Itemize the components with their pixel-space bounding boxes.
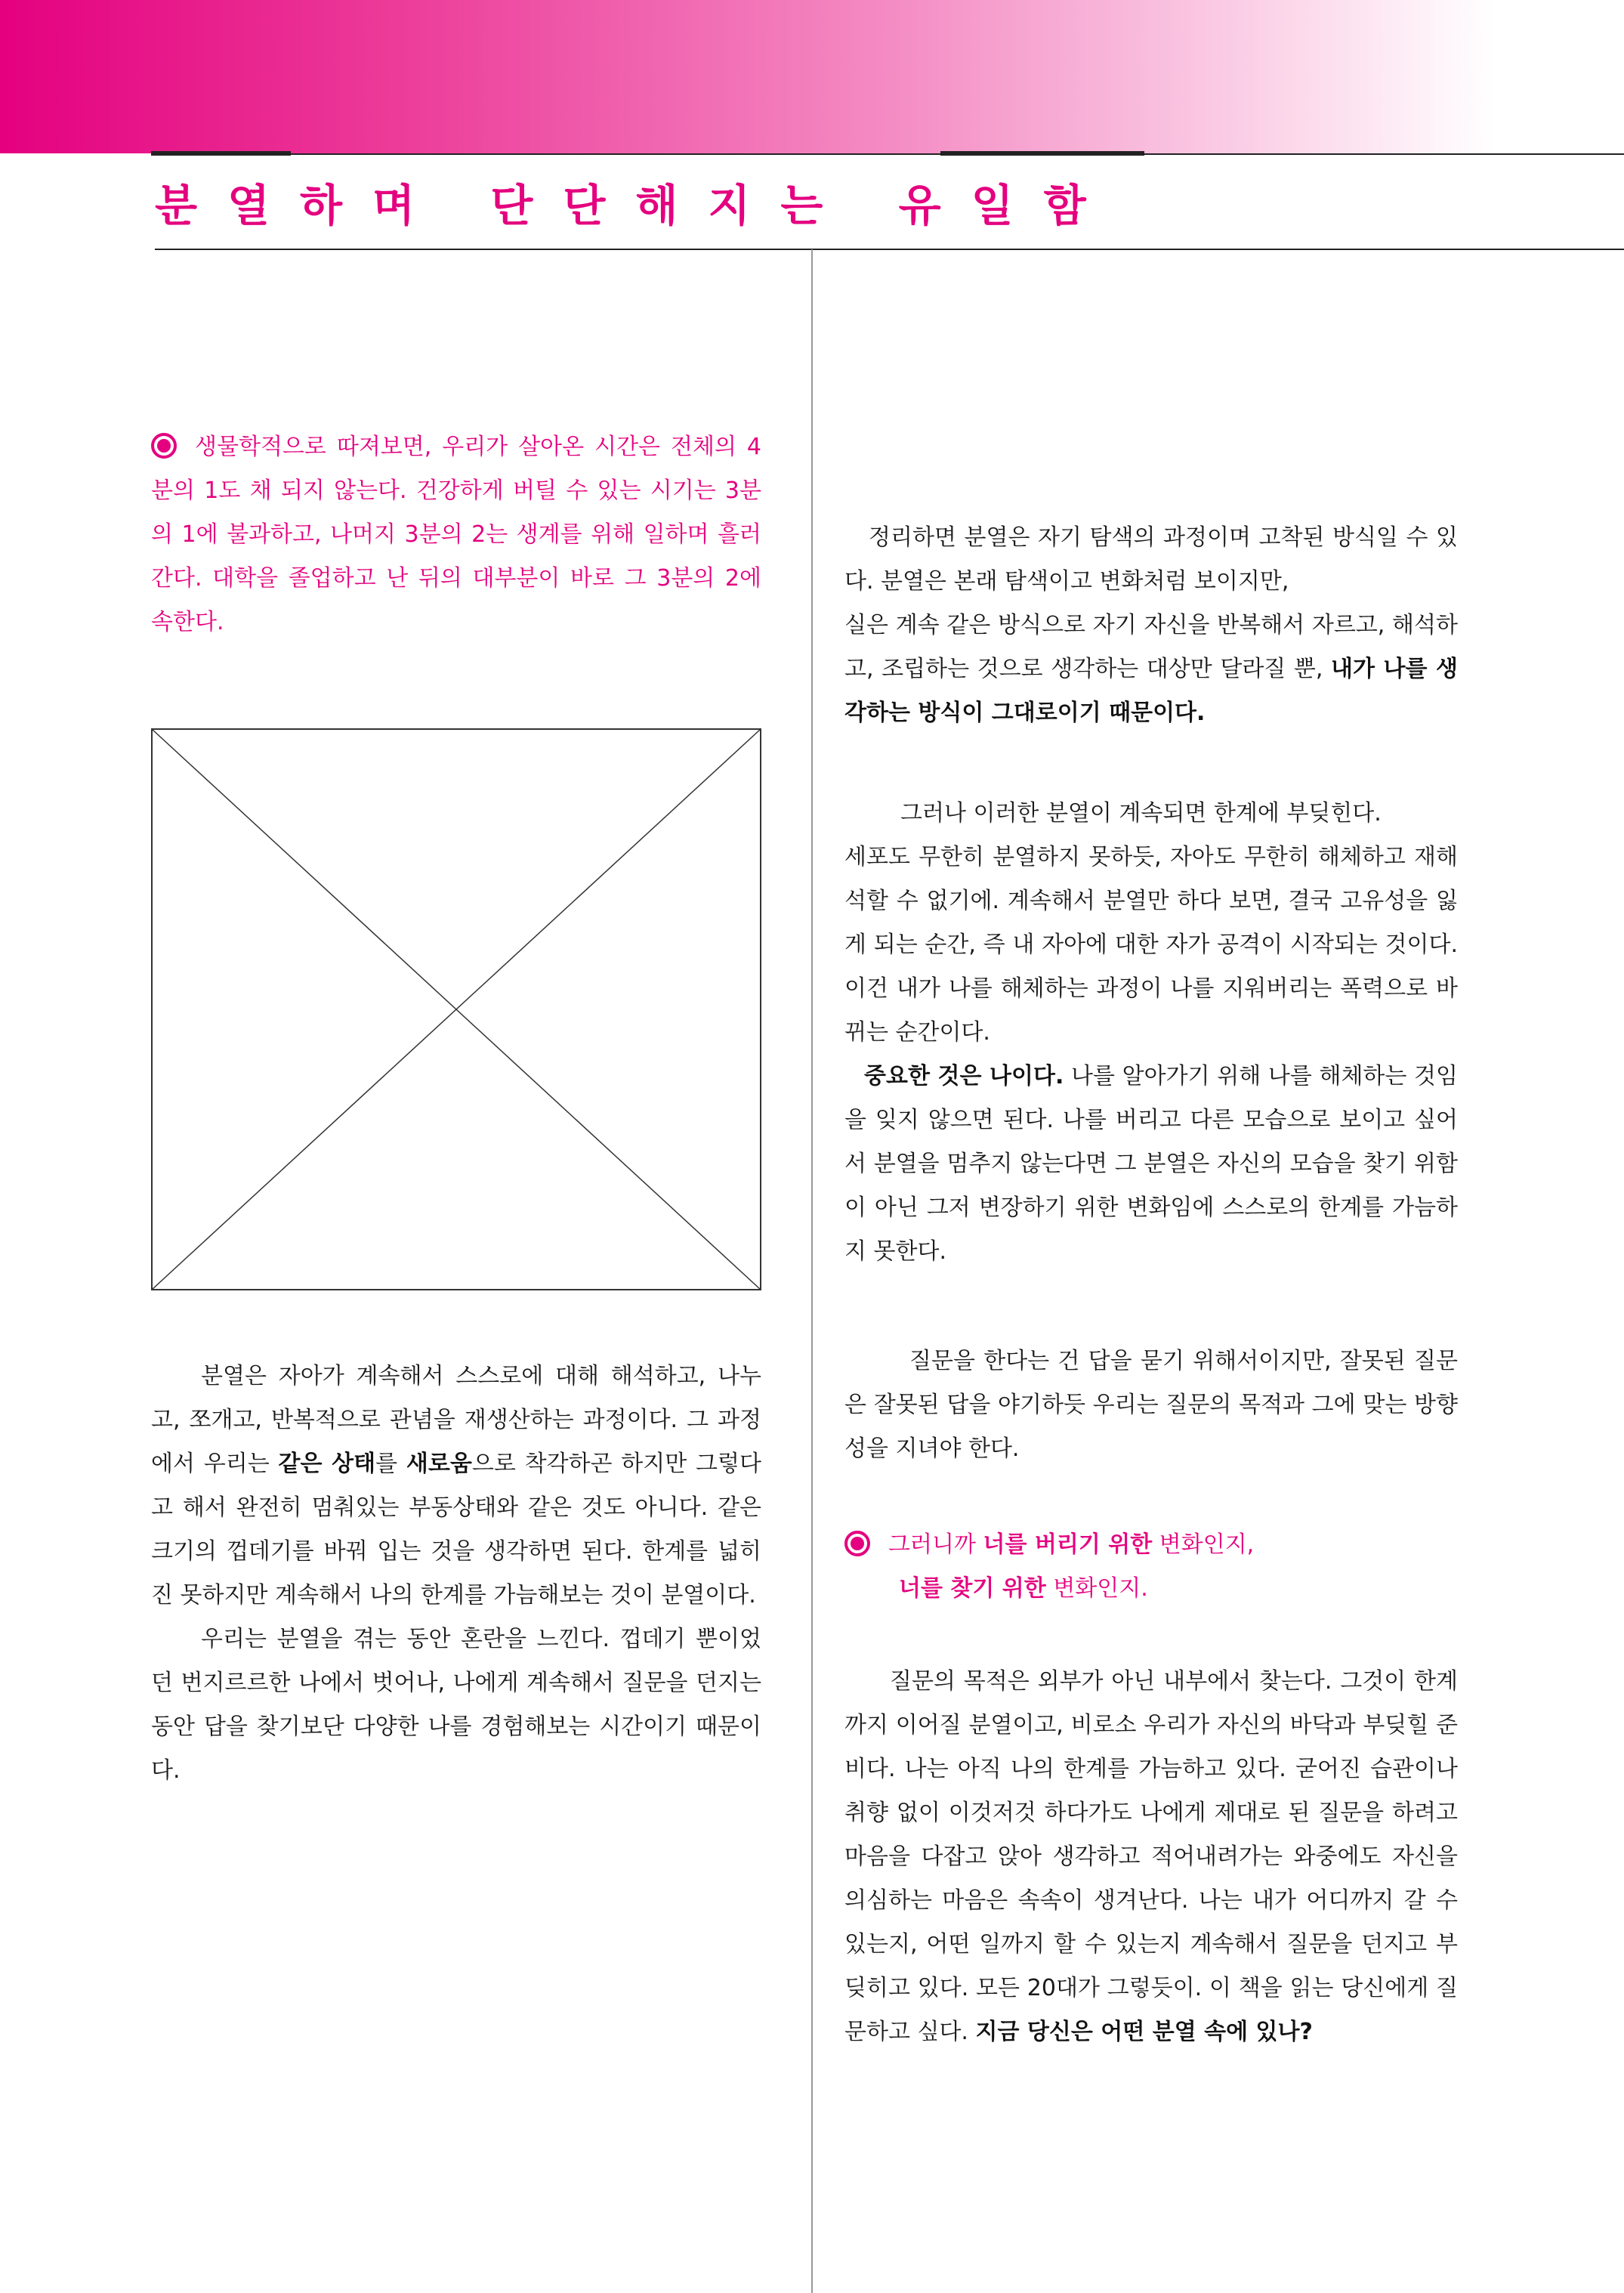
question-text-a: 그러니까 <box>888 1531 983 1558</box>
intro-text: 생물학적으로 따져보면, 우리가 살아온 시간은 전체의 4분의 1도 채 되지 않는다. 건강하게 버틸 수 있는 시기는 3분의 1에 불과하고, 나머지 3분의 2는 생계를 위해 일하며 흘러간다. 대학을 졸업하고 난 뒤의 대부분이 바로 그 3분의 2에 속한다. <box>151 434 761 635</box>
right-block-3 <box>844 1340 1458 1471</box>
question-line-2 <box>844 1567 1458 1611</box>
left-p1-text-a: 분열은 자아가 계속해서 스스로에 대해 해석하고, 나누고, 쪼개고, 반복적으로 관념을 재생산하는 과정이다. 그 과정에서 우리는 <box>151 1363 761 1477</box>
header-gradient-band <box>0 0 1624 153</box>
right-p1-text-b: 실은 계속 같은 방식으로 자기 자신을 반복해서 자르고, 해석하고, 조립하는 것으로 생각하는 대상만 달라질 뿐, <box>844 612 1458 682</box>
right-p2-text-b: 세포도 무한히 분열하지 못하듯, 자아도 무한히 해체하고 재해석할 수 없기에. 계속해서 분열만 하다 보면, 결국 고유성을 잃게 되는 순간, 즉 내 자아에 대한 자가 공격이 시작되는 것이다. 이건 내가 나를 해체하는 과정이 나를 지워버리는 폭력으로 바뀌는 순간이다. <box>844 844 1458 1046</box>
right-paragraph-2b <box>844 836 1458 1055</box>
header-tab-left <box>151 151 291 156</box>
left-p2-text: 우리는 분열을 겪는 동안 혼란을 느낀다. 껍데기 뿐이었던 번지르르한 나에서 벗어나, 나에게 계속해서 질문을 던지는 동안 답을 찾기보단 다양한 나를 경험해보는 시간이기 때문이다. <box>151 1626 761 1784</box>
right-paragraph-4 <box>844 1340 1458 1471</box>
page-title: 분열하며 단단해지는 유일함 <box>155 180 1116 231</box>
bullet-circle-icon <box>844 1531 870 1556</box>
right-p4-text: 질문을 한다는 건 답을 묻기 위해서이지만, 잘못된 질문은 잘못된 답을 야기하듯 우리는 질문의 목적과 그에 맞는 방향성을 지녀야 한다. <box>844 1348 1458 1462</box>
header-bottom-rule <box>155 249 1624 250</box>
header-tab-right <box>940 151 1144 156</box>
right-paragraph-1 <box>844 516 1458 604</box>
right-p1-bold: 내가 나를 생각하는 방식이 그대로이기 때문이다. <box>844 656 1458 726</box>
right-paragraph-5 <box>844 1660 1458 2054</box>
right-p5-bold: 지금 당신은 어떤 분열 속에 있나? <box>975 2019 1313 2045</box>
question-text-d: 변화인지. <box>1045 1575 1148 1602</box>
right-block-4 <box>844 1660 1458 2054</box>
image-placeholder <box>151 728 761 1290</box>
right-p2-text-a: 그러나 이러한 분열이 계속되면 한계에 부딪힌다. <box>900 800 1382 827</box>
intro-callout <box>151 425 761 644</box>
left-paragraph-1 <box>151 1355 761 1618</box>
right-block-2 <box>844 792 1458 1274</box>
question-bold-2: 너를 찾기 위한 <box>899 1575 1046 1602</box>
left-body <box>151 1355 761 1793</box>
right-paragraph-1b <box>844 604 1458 735</box>
right-paragraph-2a <box>844 792 1458 836</box>
header-top-rule <box>151 153 1624 155</box>
bullet-circle-icon <box>151 433 177 459</box>
left-paragraph-2 <box>151 1618 761 1793</box>
column-divider <box>811 249 813 2293</box>
right-block-1 <box>844 516 1458 735</box>
question-callout <box>844 1523 1458 1611</box>
left-p1-text-c: 를 <box>375 1451 406 1477</box>
left-p1-text-d: 으로 착각하곤 하지만 그렇다고 해서 완전히 멈춰있는 부동상태와 같은 것도 아니다. 같은 크기의 껍데기를 바꿔 입는 것을 생각하면 된다. 한계를 넓히진 못하지만 계속해서 나의 한계를 가늠해보는 것이 분열이다. <box>151 1451 761 1608</box>
left-p1-bold-1: 같은 상태 <box>278 1451 376 1477</box>
question-text-c: 변화인지, <box>1152 1531 1255 1558</box>
right-p3-bold: 중요한 것은 나이다. <box>864 1063 1064 1089</box>
right-paragraph-3 <box>844 1055 1458 1274</box>
right-p3-text: 나를 알아가기 위해 나를 해체하는 것임을 잊지 않으면 된다. 나를 버리고 다른 모습으로 보이고 싶어서 분열을 멈추지 않는다면 그 분열은 자신의 모습을 찾기 위함이 아닌 그저 변장하기 위한 변화임에 스스로의 한계를 가늠하지 못한다. <box>844 1063 1458 1265</box>
question-line-1 <box>844 1523 1458 1567</box>
right-p1-text-a: 정리하면 분열은 자기 탐색의 과정이며 고착된 방식일 수 있다. 분열은 본래 탐색이고 변화처럼 보이지만, <box>844 524 1458 595</box>
right-p5-text: 질문의 목적은 외부가 아닌 내부에서 찾는다. 그것이 한계까지 이어질 분열이고, 비로소 우리가 자신의 바닥과 부딪힐 준비다. 나는 아직 나의 한계를 가늠하고 있다. 굳어진 습관이나 취향 없이 이것저것 하다가도 나에게 제대로 된 질문을 하려고 마음을 다잡고 앉아 생각하고 적어내려가는 와중에도 자신을 의심하는 마음은 속속이 생겨난다. 나는 내가 어디까지 갈 수 있는지, 어떤 일까지 할 수 있는지 계속해서 질문을 던지고 부딪히고 있다. 모든 20대가 그렇듯이. 이 책을 읽는 당신에게 질문하고 싶다. <box>844 1668 1458 2045</box>
left-p1-bold-2: 새로움 <box>406 1451 472 1477</box>
question-bold-1: 너를 버리기 위한 <box>983 1531 1153 1558</box>
